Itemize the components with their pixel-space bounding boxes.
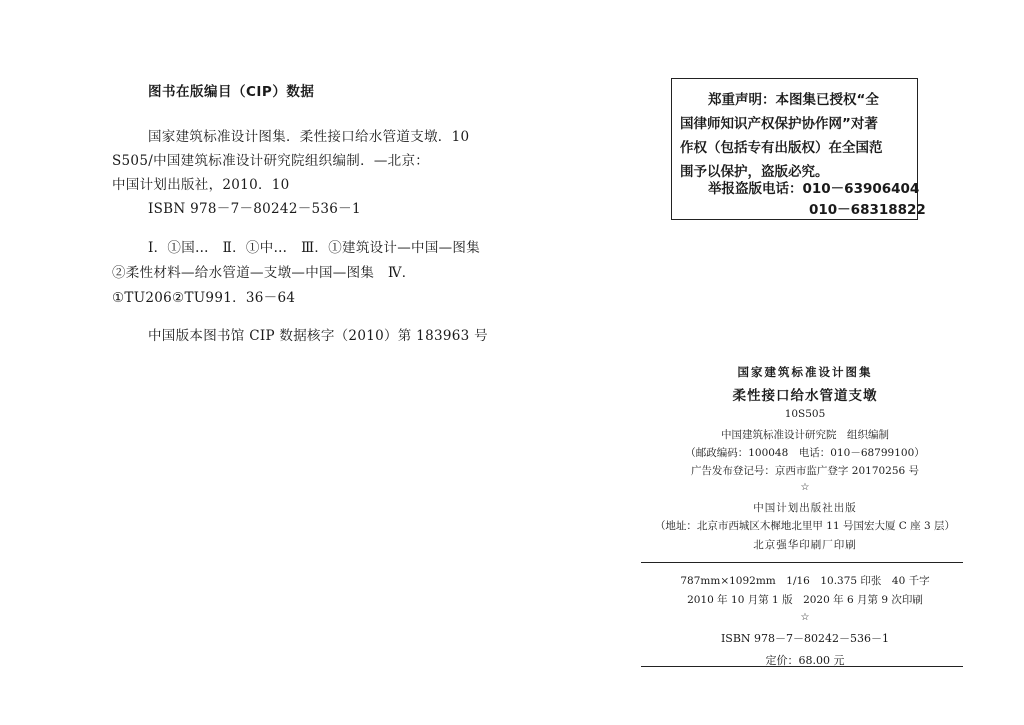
colophon-printer: 北京强华印刷厂印刷 (753, 539, 857, 551)
cip-line-subject-2: ②柔性材料—给水管道—支墩—中国—图集 Ⅳ． (112, 265, 416, 281)
colophon-price: 定价：68.00 元 (765, 654, 845, 667)
cip-line-title: 国家建筑标准设计图集．柔性接口给水管道支墩．10 (148, 129, 470, 145)
notice-phone-1: 举报盗版电话：010－63906404 (708, 181, 920, 197)
star-icon: ☆ (800, 482, 810, 493)
cip-line-isbn: ISBN 978－7－80242－536－1 (148, 201, 361, 217)
divider-top (641, 562, 963, 563)
notice-line: 围予以保护，盗版必究。 (680, 164, 829, 180)
star-icon: ☆ (800, 612, 810, 623)
colophon-title: 柔性接口给水管道支墩 (732, 388, 878, 404)
cip-line-library-record: 中国版本图书馆 CIP 数据核字（2010）第 183963 号 (148, 328, 488, 344)
colophon-org: 中国建筑标准设计研究院 组织编制 (721, 429, 889, 441)
colophon-ad-reg: 广告发布登记号：京西市监广登字 20170256 号 (690, 465, 920, 477)
colophon-address: （地址：北京市西城区木樨地北里甲 11 号国宏大厦 C 座 3 层） (654, 520, 956, 532)
colophon-code: 10S505 (784, 408, 826, 420)
colophon-postal: （邮政编码：100048 电话：010－68799100） (685, 447, 925, 459)
divider-bottom (641, 666, 963, 667)
notice-line: 作权（包括专有出版权）在全国范 (680, 140, 883, 156)
colophon-series: 国家建筑标准设计图集 (737, 365, 873, 379)
notice-line: 郑重声明：本图集已授权“全 (708, 92, 879, 108)
cip-line-compiler: S505/中国建筑标准设计研究院组织编制．—北京： (112, 153, 430, 169)
cip-line-classification: ①TU206②TU991．36－64 (112, 290, 296, 306)
copyright-notice-box (671, 78, 926, 220)
cip-line-publisher: 中国计划出版社，2010．10 (112, 177, 290, 193)
cip-heading: 图书在版编目（CIP）数据 (148, 84, 315, 100)
colophon-publisher: 中国计划出版社出版 (753, 502, 857, 514)
notice-phone-2: 010－68318822 (809, 202, 926, 218)
colophon-edition: 2010 年 10 月第 1 版 2020 年 6 月第 9 次印刷 (687, 594, 923, 606)
cip-line-subject-1: Ⅰ．①国… Ⅱ．①中… Ⅲ．①建筑设计—中国—图集 (148, 240, 481, 256)
colophon-specs: 787mm×1092mm 1/16 10.375 印张 40 千字 (680, 575, 930, 587)
notice-line: 国律师知识产权保护协作网”对著 (680, 116, 878, 132)
colophon-isbn: ISBN 978－7－80242－536－1 (720, 632, 890, 645)
